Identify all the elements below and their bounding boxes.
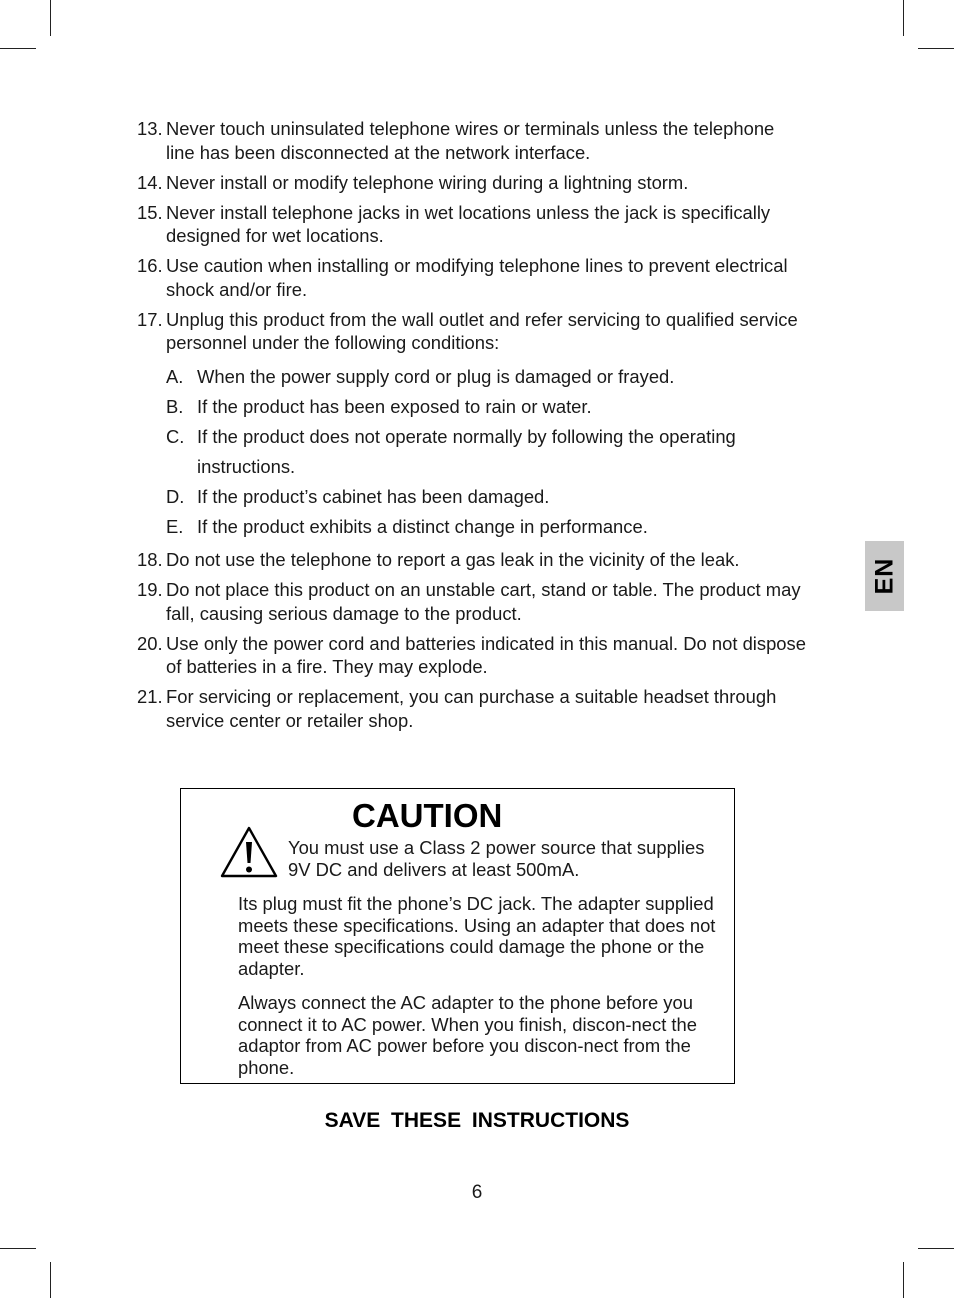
- item-number: 14.: [137, 171, 163, 193]
- crop-mark: [50, 1262, 51, 1298]
- safety-instructions-list: [137, 117, 807, 739]
- item-text: Do not place this product on an unstable cart, stand or table. The product may fall, causing serious damage to the product.: [166, 579, 801, 624]
- sub-list-item: [166, 422, 807, 482]
- list-item: [137, 171, 807, 195]
- crop-mark: [50, 0, 51, 36]
- crop-mark: [0, 1248, 36, 1249]
- item-number: 20.: [137, 632, 163, 654]
- caution-intro: You must use a Class 2 power source that supplies 9V DC and delivers at least 500mA.: [288, 837, 705, 880]
- condition-sublist: [166, 362, 807, 542]
- item-number: 19.: [137, 579, 163, 600]
- caution-paragraph: Its plug must fit the phone’s DC jack. The adapter supplied meets these specifications. Using an adapter that does not meet these specifications could damage the phone or the adapter.: [238, 893, 716, 979]
- crop-mark: [0, 48, 36, 49]
- sub-item-text: When the power supply cord or plug is damaged or frayed.: [197, 365, 675, 387]
- list-item: [137, 578, 807, 625]
- sub-item-letter: A.: [166, 365, 184, 387]
- item-text: Never touch uninsulated telephone wires or terminals unless the telephone line has been disconnected at the network interface.: [166, 118, 775, 163]
- item-text: For servicing or replacement, you can purchase a suitable headset through service center or retailer shop.: [166, 686, 777, 731]
- item-text: Unplug this product from the wall outlet and refer servicing to qualified service personnel under the following conditions:: [166, 308, 798, 353]
- item-text: Use caution when installing or modifying telephone lines to prevent electrical shock and/or fire.: [166, 255, 788, 300]
- list-item: [137, 254, 807, 301]
- sub-list-item: [166, 392, 807, 422]
- item-text: Do not use the telephone to report a gas leak in the vicinity of the leak.: [166, 549, 740, 570]
- sub-list-item: [166, 512, 807, 542]
- list-item: [137, 632, 807, 679]
- list-item: [137, 201, 807, 248]
- item-text: Never install or modify telephone wiring during a lightning storm.: [166, 171, 689, 193]
- sub-item-text: If the product has been exposed to rain or water.: [197, 395, 592, 417]
- item-number: 15.: [137, 201, 163, 223]
- language-tab-label: EN: [870, 557, 898, 595]
- caution-paragraph: Always connect the AC adapter to the phone before you connect it to AC power. When you finish, discon-nect the adaptor from AC power before you discon-nect from the phone.: [238, 992, 697, 1078]
- crop-mark: [918, 48, 954, 49]
- crop-mark: [903, 1262, 904, 1298]
- list-item: [137, 685, 807, 732]
- save-instructions-heading: SAVE THESE INSTRUCTIONS: [324, 1109, 630, 1132]
- language-tab: [865, 541, 904, 611]
- warning-triangle-icon: [219, 825, 279, 879]
- item-number: 18.: [137, 549, 163, 570]
- crop-mark: [903, 0, 904, 36]
- caution-box: [180, 788, 735, 1084]
- item-number: 13.: [137, 118, 163, 139]
- sub-item-text: If the product’s cabinet has been damaged.: [197, 485, 550, 507]
- item-number: 21.: [137, 686, 163, 707]
- page-number: 6: [471, 1182, 483, 1203]
- sub-item-letter: E.: [166, 515, 184, 537]
- list-item: [137, 548, 807, 572]
- sub-item-letter: B.: [166, 395, 184, 417]
- item-number: 16.: [137, 255, 163, 276]
- item-text: Use only the power cord and batteries indicated in this manual. Do not dispose of batteries in a fire. They may explode.: [166, 632, 806, 677]
- caution-title: CAUTION: [352, 797, 503, 834]
- list-item: [137, 117, 807, 164]
- sub-item-text: If the product exhibits a distinct change in performance.: [197, 515, 648, 537]
- item-number: 17.: [137, 308, 163, 330]
- list-item: [137, 308, 807, 542]
- item-text: Never install telephone jacks in wet locations unless the jack is specifically designed for wet locations.: [166, 201, 771, 246]
- sub-item-letter: D.: [166, 485, 185, 507]
- crop-mark: [918, 1248, 954, 1249]
- sub-item-text: If the product does not operate normally by following the operating instructions.: [197, 425, 736, 477]
- sub-item-letter: C.: [166, 425, 185, 447]
- sub-list-item: [166, 482, 807, 512]
- sub-list-item: [166, 362, 807, 392]
